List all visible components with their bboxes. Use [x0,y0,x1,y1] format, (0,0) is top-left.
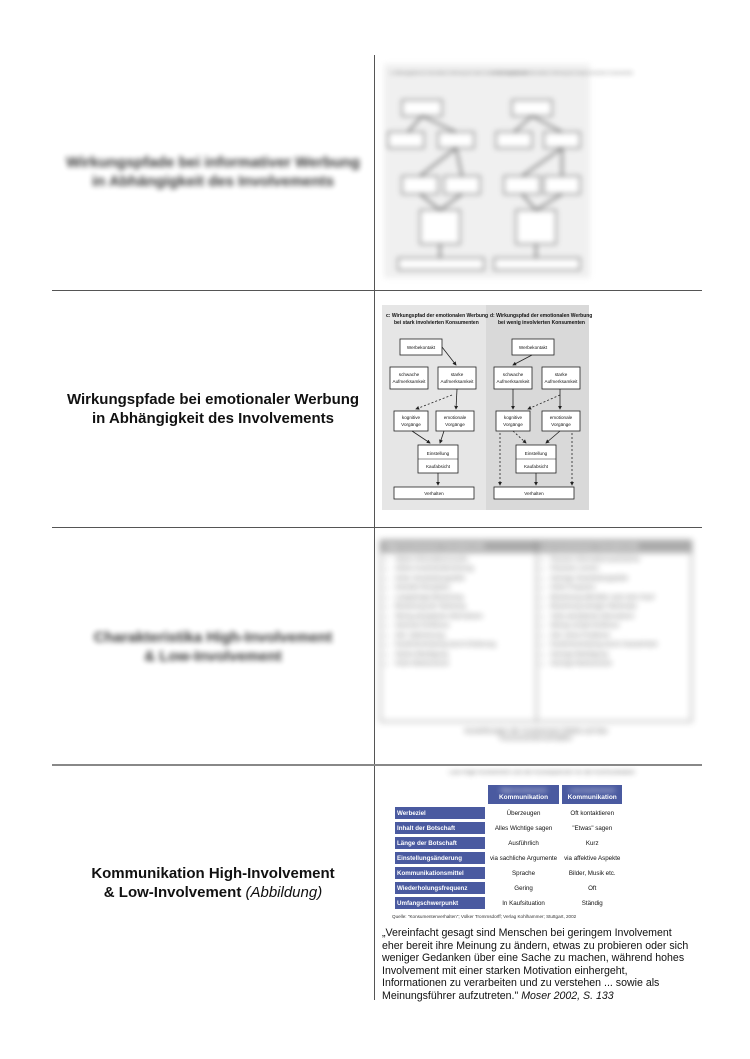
fig3-left-item: • Gezielte Rezeption [395,583,536,593]
fig3-left-item: • Starke Beteiligung [395,650,536,660]
row-1-label-line2: in Abhängigkeit des Involvements [92,173,334,190]
figure-informative-werbung [384,64,634,278]
fig3-right-item: • Ziel: keine Probleme [551,631,692,641]
fig1-left-title: a: Wirkungspfad der informativen Werbung bei stark involvierten Konsumenten [390,70,530,75]
fig3-right-item: • Passive Informationsaufnahme [551,555,692,565]
fig4-row [395,807,622,819]
fig3-left-item: • Kaufentscheidung durch Erfahrung [395,640,536,650]
fig2-l-einstellung: Einstellung [426,451,450,456]
fig3-right-item: • Wenig soziale Einflüsse [551,621,692,631]
fig2-r-werbekontakt: Werbekontakt [518,345,548,350]
fig4-cell-high: In Kaufsituation [502,899,545,907]
fig3-right-item: • Bewertung weniger Merkmale [551,602,692,612]
fig1-right-title: b: Wirkungspfad der informativen Werbung bei wenig involvierten Konsumenten [492,70,634,75]
fig2-r-kognitive-1: kognitive [503,415,523,420]
fig3-caption [380,728,692,742]
row-2-label-line1: Wirkungspfade bei emotionaler Werbung [66,391,360,408]
fig3-right-item: • Viele akzeptierte Alternativen [551,612,692,622]
fig4-cell-low: Bilder, Musik etc. [568,869,616,877]
fig3-left-item: • Bewertung der Werbung [395,602,536,612]
fig4-cell-low: Ständig [581,899,603,907]
fig3-left-col [381,541,537,721]
row-4-label-line2-wrap [52,883,374,902]
fig4-row [395,867,622,879]
fig4-cell-low: Oft [588,884,597,892]
fig2-r-emotionale-1: emotionale [549,415,573,420]
fig2-r-kognitive-2: Vorgänge [503,422,523,427]
fig2-l-kognitive-1: kognitive [401,415,421,420]
fig4-cell-low: Kurz [585,839,599,847]
fig4-row-label: Wiederholungsfrequenz [395,882,485,894]
fig3-left-item: • Wenig akzeptierte Alternativen [395,612,536,622]
fig3-right-item: • Kaufentscheidung durch Gewohnheit [551,640,692,650]
quote-block [382,927,694,1003]
fig4-header-high [488,785,559,804]
fig4-cell-low: Oft kontaktieren [570,809,615,817]
row-3-label [52,628,374,666]
fig3-left-item: • Langwierige Bewertung [395,593,536,603]
row-divider-2 [52,527,702,528]
fig2-r-kaufabsicht: Kaufabsicht [523,464,549,469]
quote-text: „Vereinfacht gesagt sind Menschen bei geringem Involvement eher bereit ihre Meinung zu ändern, etwas zu probieren oder sich weniger Gedanken über eine Sache zu machen, während hohes Involvement mit einer starken Motivation einhergeht, Informationen zu verarbeiten und zu verstehen ... sowie als Meinungsführer aufzutreten." [382,927,689,1002]
fig4-row [395,897,622,909]
fig4-row-label: Länge der Botschaft [395,837,485,849]
quote-citation: Moser 2002, S. 133 [521,989,614,1002]
fig4-row-label: Umfangschwerpunkt [395,897,485,909]
fig3-left-list [381,555,536,669]
fig3-left-item: • Hohe Markentreue [395,659,536,669]
row-4-label-line2: & Low-Involvement [103,884,242,901]
fig4-row [395,822,622,834]
row-divider-1 [52,290,702,291]
fig4-cell-low: "Etwas" sagen [572,824,613,832]
fig4-header-high-l2: Kommunikation [498,794,549,801]
fig4-row-label: Einstellungsänderung [395,852,485,864]
row-4-label-line1: Kommunikation High-Involvement [91,865,335,882]
fig4-row [395,882,622,894]
row-3-label-line1: Charakteristika High-Involvement [93,629,333,646]
fig2-r-schwache-2: Aufmerksamkeit [496,379,530,384]
fig4-cell-high: Alles Wichtige sagen [494,824,553,832]
row-1-label [52,153,374,191]
fig3-caption-l2: Konsumentenverhalten [500,735,572,742]
fig2-left-title-l1: c: Wirkungspfad der emotionalen Werbung [386,313,489,319]
fig3-right-col [537,541,692,721]
fig4-cell-high: Ausführlich [508,839,539,847]
row-3-label-line2: & Low-Involvement [144,648,282,665]
fig3-right-item: • Passives Lernen [551,564,692,574]
fig4-header-low-l1: Low-Involvement [569,788,615,794]
fig4-body [395,807,622,909]
fig2-l-emotionale-1: emotionale [443,415,467,420]
row-4-label-suffix: (Abbildung) [245,884,323,901]
fig2-l-starke-1: starke [450,372,464,377]
fig4-cell-high: Gering [514,884,533,892]
fig3-left-item: • Aktive Informationssuche [395,555,536,565]
fig3-right-item: • Geringe Verarbeitungstiefe [551,574,692,584]
fig4-row-label: Inhalt der Botschaft [395,822,485,834]
fig2-l-werbekontakt: Werbekontakt [406,345,436,350]
fig2-r-verhalten: Verhalten [524,491,544,496]
row-divider-3 [52,764,702,766]
fig4-title: Low-/High-Involvement und die Konsequenzen für die Kommunikation [449,770,635,776]
fig4-source: Quelle: "Konsumentenverhalten"; Volker Trommsdorff; Verlag Kohlhammer; Stuttgart, 2002 [392,914,577,919]
fig2-r-einstellung: Einstellung [524,451,548,456]
fig3-left-item: • Ziel: Optimierung [395,631,536,641]
figure-emotionale-werbung [382,305,593,510]
fig2-l-schwache-2: Aufmerksamkeit [392,379,426,384]
fig3-right-item: • Hohe Frequenz [551,583,692,593]
figure-2-svg [382,305,593,510]
fig2-right-title-l1: d: Wirkungspfad der emotionalen Werbung [490,313,593,319]
fig4-row [395,837,622,849]
fig3-left-header: High-Involvement Charakteristik [381,541,536,553]
fig4-header-high-l1: High-Involvement [500,788,547,794]
fig4-cell-high: Sprache [512,869,536,877]
fig2-l-kaufabsicht: Kaufabsicht [425,464,451,469]
fig4-row-label: Werbeziel [395,807,485,819]
fig4-row [395,852,622,864]
figure-1-svg [384,64,634,278]
fig2-left-title-l2: bei stark involvierten Konsumenten [394,320,479,326]
fig3-right-item: • Geringe Markentreue [551,659,692,669]
fig2-l-starke-2: Aufmerksamkeit [440,379,474,384]
fig3-caption-l1: Auswirkungen der Involvement-Stärke auf das [464,728,608,735]
fig3-left-item: • Intensive Einflüsse [395,621,536,631]
row-4-label [52,864,374,902]
fig2-r-emotionale-2: Vorgänge [551,422,571,427]
row-2-label [52,390,374,428]
fig3-left-item: • Aktive Auseinandersetzung [395,564,536,574]
fig3-right-list [537,555,692,669]
fig4-cell-high: Überzeugen [506,809,541,817]
fig3-right-header: Low-Involvement Charakteristik [537,541,692,553]
fig4-corner [395,785,485,804]
figure-kommunikation [392,770,692,919]
fig2-l-schwache-1: schwache [398,372,420,377]
fig3-right-item: • Geringe Beteiligung [551,650,692,660]
fig2-l-emotionale-2: Vorgänge [445,422,465,427]
fig4-cell-high: via sachliche Argumente [490,854,558,862]
fig3-right-item: • Bewertung allenfalls nach dem Kauf [551,593,692,603]
fig2-l-kognitive-2: Vorgänge [401,422,421,427]
fig4-row-label: Kommunikationsmittel [395,867,485,879]
fig4-cell-low: via affektive Aspekte [564,854,621,862]
fig2-r-starke-2: Aufmerksamkeit [544,379,578,384]
fig4-header-low [562,785,622,804]
row-1-label-line1: Wirkungspfade bei informativer Werbung [66,154,360,171]
fig3-table [380,540,692,722]
fig4-header-low-l2: Kommunikation [567,794,617,801]
fig3-left-item: • Hohe Verarbeitungstiefe [395,574,536,584]
fig4-table [392,782,625,912]
figure-charakteristika [380,540,692,750]
fig2-right-title-l2: bei wenig involvierten Konsumenten [498,320,585,326]
fig2-r-schwache-1: schwache [502,372,524,377]
row-2-label-line2: in Abhängigkeit des Involvements [92,410,334,427]
fig2-l-verhalten: Verhalten [424,491,444,496]
fig2-r-starke-1: starke [554,372,568,377]
